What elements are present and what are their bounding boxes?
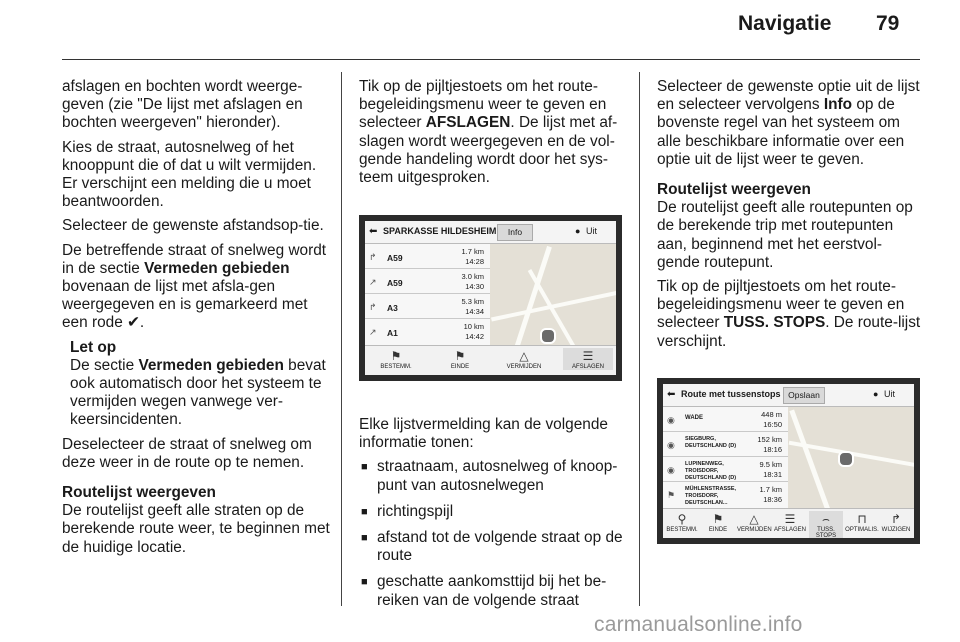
list-item: ■ afstand tot de volgende straat op de route bbox=[359, 529, 627, 565]
road-name: A59 bbox=[387, 253, 403, 263]
back-arrow-icon[interactable]: ⬅ bbox=[667, 389, 676, 400]
afslagen-button[interactable] bbox=[563, 348, 613, 370]
optimize-icon: ⊓ bbox=[857, 512, 867, 526]
list-item[interactable] bbox=[663, 457, 788, 482]
waypoint-icon: ◉ bbox=[667, 465, 675, 475]
button-label: VERMIJDEN bbox=[737, 527, 772, 533]
text: op de bovenste regel van het systeem om alle beschikbare informatie over een optie uit de lijst weer te geven. bbox=[657, 96, 905, 168]
waypoint-list bbox=[663, 407, 788, 508]
checkered-flag-icon: ⚑ bbox=[712, 512, 724, 526]
tuss-stops-button[interactable] bbox=[809, 511, 843, 538]
row-distance-time bbox=[759, 485, 782, 505]
back-arrow-icon[interactable]: ⬅ bbox=[369, 226, 378, 237]
paragraph: afslagen en bochten wordt weerge-geven (zie "De lijst met afslagen en bochten weergeven" hieronder). bbox=[62, 78, 303, 132]
button-label: EINDE bbox=[450, 364, 470, 370]
map-view[interactable] bbox=[788, 407, 914, 508]
bestemm-button[interactable] bbox=[665, 511, 699, 533]
row-distance-time bbox=[761, 410, 782, 430]
column-divider bbox=[341, 72, 342, 606]
waypoint-name: SIEGBURG, DEUTSCHLAND (D) bbox=[685, 436, 737, 449]
watermark: carmanualsonline.info bbox=[594, 613, 803, 636]
vermijden-button[interactable] bbox=[499, 348, 549, 370]
text: . De lijst met af-slagen wordt weergegeven en de vol-gende handeling wordt door het sys-teem uitgesproken. bbox=[359, 114, 618, 187]
paragraph: Selecteer de gewenste afstandsop-tie. bbox=[62, 217, 324, 235]
screenshot-route-list bbox=[657, 378, 920, 544]
arrival-time: 16:50 bbox=[763, 420, 782, 429]
position-marker-icon bbox=[838, 451, 854, 467]
list-item[interactable] bbox=[365, 244, 490, 269]
list-item: ■ richtingspijl bbox=[359, 503, 627, 521]
button-label: WIJZIGEN bbox=[881, 527, 911, 533]
road-icon: △ bbox=[749, 512, 759, 526]
waypoint-icon: ◉ bbox=[667, 415, 675, 425]
note-title: Let op bbox=[70, 338, 117, 356]
wijzigen-button[interactable] bbox=[879, 511, 913, 533]
text: De betreffende straat of snelweg wordt in de sectie bbox=[62, 241, 327, 277]
column-2 bbox=[359, 78, 627, 193]
text: bevat ook automatisch door het systeem te vermijden wegen vanwege ver-keersincidenten. bbox=[70, 356, 326, 429]
info-button[interactable]: Info bbox=[497, 224, 533, 241]
column-2-lower bbox=[359, 416, 627, 618]
arrival-time: 14:28 bbox=[465, 257, 484, 266]
screen-title-bar bbox=[365, 221, 616, 244]
paragraph: De routelijst geeft alle routepunten op de berekende trip met routepunten aan, beginnend met het eerstvol-gende routepunt. bbox=[657, 199, 913, 271]
uit-button[interactable]: Uit bbox=[884, 389, 895, 399]
button-label: BESTEMM. bbox=[666, 527, 698, 533]
optimalis-button[interactable] bbox=[845, 511, 879, 533]
paragraph: Deselecteer de straat of snelweg om deze weer in de route op te nemen. bbox=[62, 435, 312, 471]
column-3 bbox=[657, 78, 923, 357]
text: . De route-lijst verschijnt. bbox=[657, 314, 921, 350]
waypoint-name: WADE bbox=[685, 415, 703, 421]
section-heading: Routelijst weergeven bbox=[62, 484, 216, 502]
bold-term: Info bbox=[823, 96, 853, 114]
uit-button[interactable]: Uit bbox=[586, 226, 597, 236]
button-label: TUSS. STOPS bbox=[815, 527, 837, 538]
paragraph bbox=[62, 242, 330, 333]
opslaan-button[interactable]: Opslaan bbox=[783, 387, 825, 404]
waypoint-name: MÜHLENSTRASSE, TROISDORF, DEUTSCHLAN... bbox=[685, 486, 737, 506]
map-view[interactable] bbox=[490, 244, 616, 345]
bold-term: Vermeden gebieden bbox=[144, 259, 290, 277]
row-distance-time bbox=[759, 460, 782, 480]
turn-arrow-icon: ↗ bbox=[369, 327, 377, 337]
map-road bbox=[789, 409, 831, 514]
arrival-time: 18:16 bbox=[763, 445, 782, 454]
waypoint-name: LUPINENWEG, TROISDORF, DEUTSCHLAND (D) bbox=[685, 461, 737, 481]
button-label: BESTEMM. bbox=[380, 364, 412, 370]
distance: 1.7 km bbox=[461, 247, 484, 256]
button-label: AFSLAGEN bbox=[571, 364, 604, 370]
paragraph bbox=[359, 78, 627, 187]
paragraph: De routelijst geeft alle straten op de berekende route weer, te beginnen met de huidige locatie. bbox=[62, 502, 330, 556]
column-divider bbox=[639, 72, 640, 606]
turn-list-icon: ☰ bbox=[582, 349, 594, 363]
nav-screen bbox=[365, 221, 616, 375]
list-item[interactable] bbox=[663, 432, 788, 457]
waypoints-icon: ⌢ bbox=[822, 512, 830, 526]
route-title: Route met tussenstops bbox=[681, 389, 781, 399]
row-distance-time bbox=[461, 272, 484, 292]
bold-term: TUSS. STOPS bbox=[723, 314, 826, 332]
paragraph bbox=[657, 278, 923, 351]
list-item[interactable] bbox=[365, 294, 490, 319]
checkered-flag-icon: ⚑ bbox=[454, 349, 466, 363]
turn-list bbox=[365, 244, 490, 345]
turn-arrow-icon: ↱ bbox=[369, 252, 377, 262]
edit-route-icon: ↱ bbox=[890, 512, 902, 526]
turn-arrow-icon: ↱ bbox=[369, 302, 377, 312]
bestemm-button[interactable] bbox=[371, 348, 421, 370]
paragraph: Kies de straat, autosnelweg of het knooppunt die of dat u wilt vermijden. Er verschijnt een melding die u moet beantwoorden. bbox=[62, 138, 317, 211]
note-text bbox=[70, 357, 330, 430]
road-icon: △ bbox=[519, 349, 529, 363]
header-rule bbox=[62, 59, 920, 60]
text: Tik op de pijltjestoets om het route-begeleidingsmenu weer te geven en selecteer bbox=[359, 78, 607, 132]
note-block bbox=[62, 339, 330, 430]
row-distance-time bbox=[757, 435, 782, 455]
nav-screen bbox=[663, 384, 914, 538]
afslagen-button[interactable] bbox=[773, 511, 807, 533]
road-name: A1 bbox=[387, 328, 398, 338]
page-number: 79 bbox=[876, 12, 900, 35]
section-heading: Routelijst weergeven bbox=[657, 181, 811, 199]
bold-term: AFSLAGEN bbox=[425, 114, 511, 132]
distance: 1.7 km bbox=[759, 485, 782, 494]
road-name: A59 bbox=[387, 278, 403, 288]
text: De sectie bbox=[70, 356, 139, 374]
power-icon[interactable]: ● bbox=[575, 226, 581, 236]
bottom-button-bar bbox=[365, 345, 616, 375]
column-1 bbox=[62, 78, 330, 563]
turn-arrow-icon: ↗ bbox=[369, 277, 377, 287]
text: Selecteer de gewenste optie uit de lijst en selecteer vervolgens bbox=[657, 78, 920, 114]
bottom-button-bar bbox=[663, 508, 914, 538]
turn-list-icon: ☰ bbox=[784, 512, 796, 526]
waypoint-icon: ◉ bbox=[667, 440, 675, 450]
arrival-time: 14:42 bbox=[465, 332, 484, 341]
bullet-list bbox=[359, 458, 627, 609]
text: Tik op de pijltjestoets om het route-begeleidingsmenu weer te geven en selecteer bbox=[657, 278, 905, 332]
row-distance-time bbox=[464, 322, 484, 342]
einde-button[interactable] bbox=[701, 511, 735, 533]
arrival-time: 14:34 bbox=[465, 307, 484, 316]
button-label: VERMIJDEN bbox=[506, 364, 542, 370]
position-marker-icon bbox=[540, 328, 556, 344]
einde-button[interactable] bbox=[435, 348, 485, 370]
page-header-title: Navigatie bbox=[738, 12, 832, 35]
distance: 5.3 km bbox=[461, 297, 484, 306]
button-label: AFSLAGEN bbox=[773, 527, 806, 533]
button-label: EINDE bbox=[708, 527, 728, 533]
bold-term: Vermeden gebieden bbox=[138, 356, 284, 374]
screen-title-bar bbox=[663, 384, 914, 407]
paragraph: Elke lijstvermelding kan de volgende informatie tonen: bbox=[359, 416, 608, 452]
list-item[interactable] bbox=[663, 482, 788, 506]
row-distance-time bbox=[461, 247, 484, 267]
distance: 152 km bbox=[757, 435, 782, 444]
list-item: ■ geschatte aankomsttijd bij het be-reiken van de volgende straat bbox=[359, 573, 627, 609]
vermijden-button[interactable] bbox=[737, 511, 771, 533]
screenshot-turn-list bbox=[359, 215, 622, 381]
list-item[interactable] bbox=[663, 407, 788, 432]
distance: 448 m bbox=[761, 410, 782, 419]
arrival-time: 18:36 bbox=[763, 495, 782, 504]
distance: 9.5 km bbox=[759, 460, 782, 469]
list-item: ■ straatnaam, autosnelweg of knoop-punt van autosnelwegen bbox=[359, 458, 627, 494]
flag-icon: ⚑ bbox=[390, 349, 402, 363]
arrival-time: 18:31 bbox=[763, 470, 782, 479]
button-label: OPTIMALIS. bbox=[845, 527, 879, 533]
paragraph bbox=[657, 78, 923, 169]
distance: 10 km bbox=[463, 322, 484, 331]
arrival-time: 14:30 bbox=[465, 282, 484, 291]
list-item[interactable] bbox=[365, 269, 490, 294]
power-icon[interactable]: ● bbox=[873, 389, 879, 399]
destination-flag-icon: ⚑ bbox=[667, 490, 676, 500]
distance: 3.0 km bbox=[461, 272, 484, 281]
text: bovenaan de lijst met afsla-gen weergegeven en is gemarkeerd met een rode ✔. bbox=[62, 278, 308, 332]
destination-title: SPARKASSE HILDESHEIM bbox=[383, 226, 497, 236]
road-name: A3 bbox=[387, 303, 398, 313]
list-item[interactable] bbox=[365, 319, 490, 343]
row-distance-time bbox=[461, 297, 484, 317]
search-icon: ⚲ bbox=[677, 512, 687, 526]
